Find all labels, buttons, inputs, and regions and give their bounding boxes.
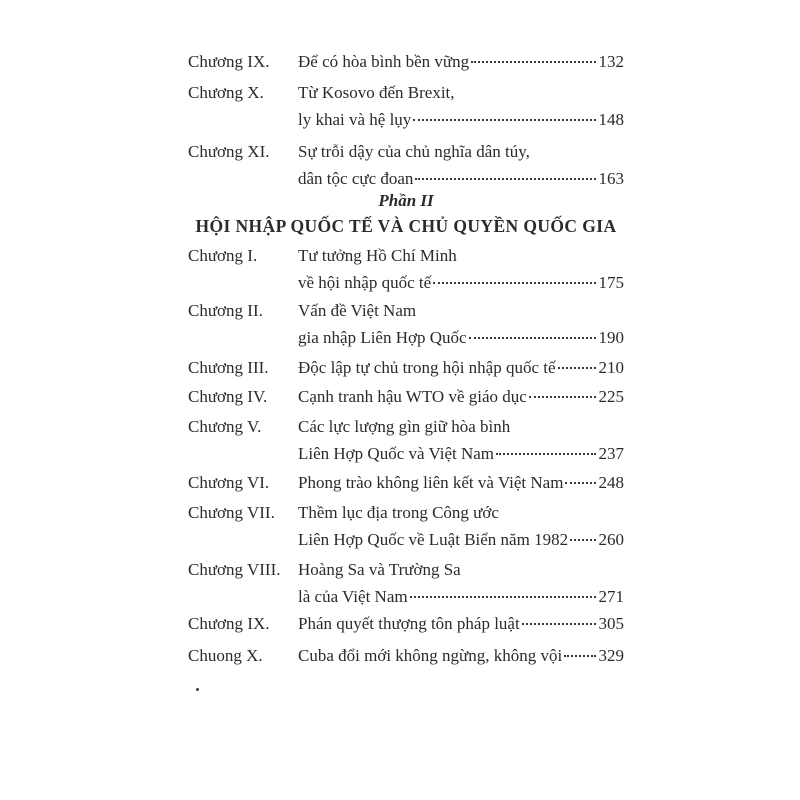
- chapter-label: Chương I.: [188, 246, 258, 265]
- chapter-title: Phong trào không liên kết và Việt Nam: [298, 473, 564, 492]
- dot-leader: [433, 276, 595, 284]
- chapter-label: Chương VII.: [188, 503, 275, 522]
- chapter-label: Chương XI.: [188, 142, 270, 161]
- chapter-title: gia nhập Liên Hợp Quốc: [298, 328, 467, 347]
- chapter-title: Phán quyết thượng tôn pháp luật: [298, 614, 520, 633]
- page-number: 237: [598, 444, 624, 463]
- chapter-title: Liên Hợp Quốc về Luật Biển năm 1982: [298, 530, 569, 549]
- dot-leader: [564, 649, 595, 657]
- page-number: 260: [598, 530, 624, 549]
- page-number: 248: [598, 473, 624, 492]
- chapter-label: Chương III.: [188, 358, 269, 377]
- dot-leader: [415, 172, 595, 180]
- chapter-title: Các lực lượng gìn giữ hòa bình: [298, 417, 511, 436]
- page-number: 190: [598, 328, 624, 347]
- chapter-title: Thềm lục địa trong Công ước: [298, 503, 499, 522]
- dot-leader: [522, 617, 596, 625]
- page-number: 305: [598, 614, 624, 633]
- dot-leader: [565, 476, 595, 484]
- chapter-title: Tư tưởng Hồ Chí Minh: [298, 246, 457, 265]
- chapter-title: Cạnh tranh hậu WTO về giáo dục: [298, 387, 527, 406]
- dot-leader: [558, 361, 596, 369]
- page-number: 148: [598, 110, 624, 129]
- chapter-title: Từ Kosovo đến Brexit,: [298, 83, 455, 102]
- chapter-title: Để có hòa bình bền vững: [298, 52, 470, 71]
- page-number: 175: [598, 273, 624, 292]
- chapter-title: Sự trỗi dậy của chủ nghĩa dân túy,: [298, 142, 530, 161]
- page-number: 329: [598, 646, 624, 665]
- chapter-title: Cuba đổi mới không ngừng, không vội: [298, 646, 563, 665]
- chapter-title: ly khai và hệ lụy: [298, 110, 412, 129]
- chapter-title: Hoàng Sa và Trường Sa: [298, 560, 461, 579]
- chapter-title: Độc lập tự chủ trong hội nhập quốc tế: [298, 358, 556, 377]
- chapter-label: Chương VIII.: [188, 560, 281, 579]
- dot-leader: [471, 55, 595, 63]
- page-number: 210: [598, 358, 624, 377]
- chapter-title: dân tộc cực đoan: [298, 169, 414, 188]
- chapter-label: Chương IV.: [188, 387, 268, 406]
- chapter-label: Chương IX.: [188, 614, 270, 633]
- dot-leader: [469, 331, 596, 339]
- chapter-title: về hội nhập quốc tế: [298, 273, 432, 292]
- page-number: 132: [598, 52, 624, 71]
- part-title: HỘI NHẬP QUỐC TẾ VÀ CHỦ QUYỀN QUỐC GIA: [195, 216, 617, 236]
- chapter-title: là của Việt Nam: [298, 587, 408, 606]
- dot-leader: [529, 390, 596, 398]
- chapter-title: Liên Hợp Quốc và Việt Nam: [298, 444, 495, 463]
- page-speck: [196, 688, 199, 691]
- chapter-label: Chuong X.: [188, 646, 263, 665]
- chapter-label: Chương II.: [188, 301, 263, 320]
- page-number: 163: [598, 169, 624, 188]
- part-label: Phần II: [378, 191, 434, 210]
- chapter-label: Chương X.: [188, 83, 264, 102]
- chapter-label: Chương V.: [188, 417, 262, 436]
- chapter-label: Chương IX.: [188, 52, 270, 71]
- dot-leader: [570, 533, 595, 541]
- page-number: 271: [598, 587, 624, 606]
- chapter-title: Vấn đề Việt Nam: [298, 301, 417, 320]
- page-number: 225: [598, 387, 624, 406]
- dot-leader: [413, 113, 595, 121]
- chapter-label: Chương VI.: [188, 473, 270, 492]
- dot-leader: [410, 590, 596, 598]
- dot-leader: [496, 447, 595, 455]
